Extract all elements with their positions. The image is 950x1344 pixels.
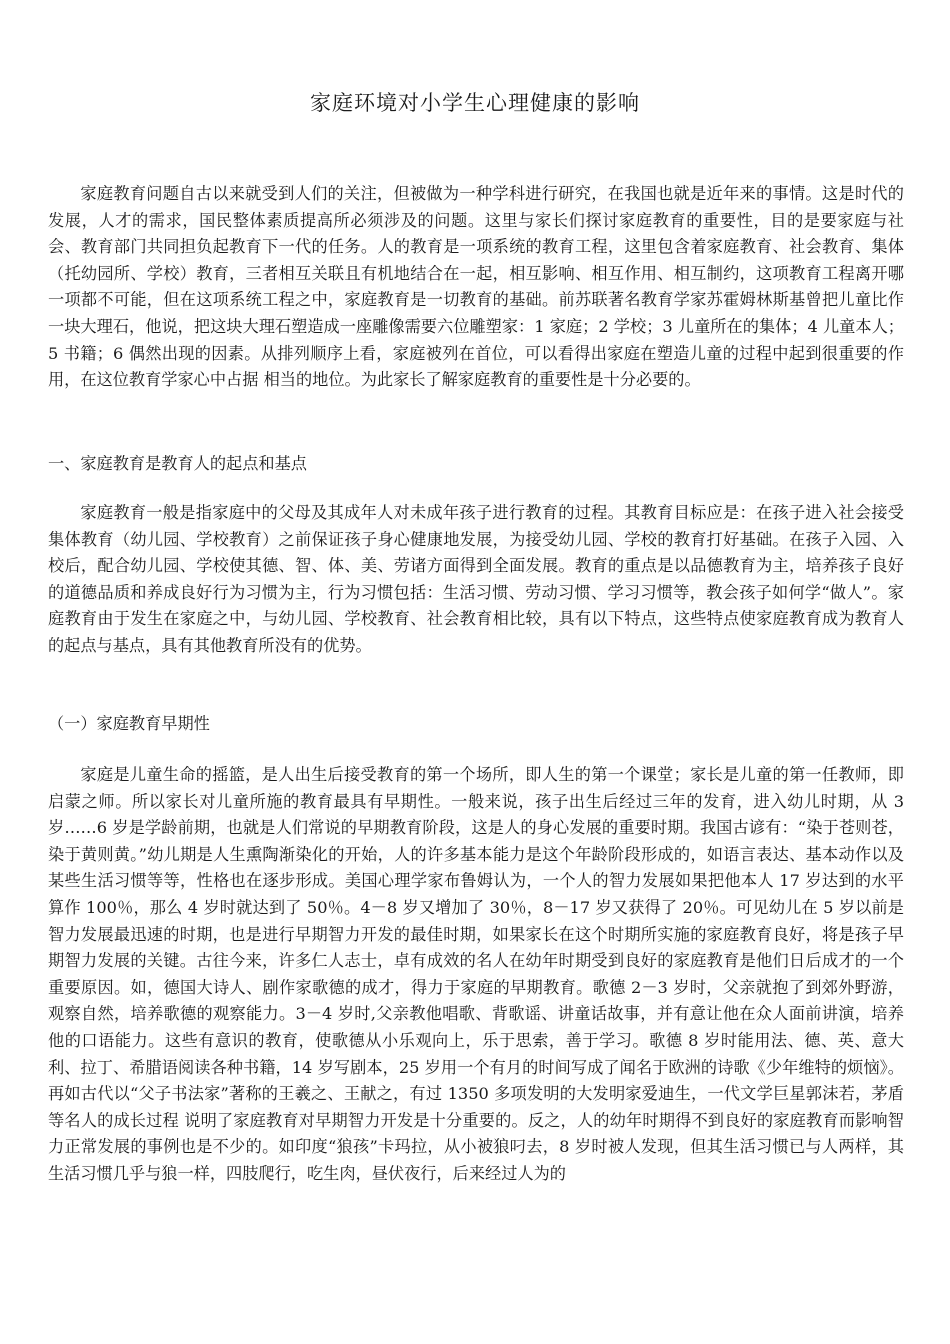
paragraph-intro: 家庭教育问题自古以来就受到人们的关注，但被做为一种学科进行研究，在我国也就是近年来的事情。这是时代的发展，人才的需求，国民整体素质提高所必须涉及的问题。这里与家长们探讨家庭教育的重要性，目的是要家庭与社会、教育部门共同担负起教育下一代的任务。人的教育是一项系统的教育工程，这里包含着家庭教育、社会教育、集体（托幼园所、学校）教育，三者相互关联且有机地结合在一起，相互影响、相互作用、相互制约，这项教育工程离开哪一项都不可能，但在这项系统工程之中，家庭教育是一切教育的基础。前苏联著名教育学家苏霍姆林斯基曾把儿童比作一块大理石，他说，把这块大理石塑造成一座雕像需要六位雕塑家：1 家庭；2 学校；3 儿童所在的集体；4 儿童本人；5 书籍；6 偶然出现的因素。从排列顺序上看，家庭被列在首位，可以看得出家庭在塑造儿童的过程中起到很重要的作用，在这位教育学家心中占据 相当的地位。为此家长了解家庭教育的重要性是十分必要的。 [48, 184, 904, 390]
section-heading-1: 一、家庭教育是教育人的起点和基点 [48, 454, 307, 473]
document-title: 家庭环境对小学生心理健康的影响 [310, 91, 640, 115]
subsection-heading-1: （一）家庭教育早期性 [48, 714, 210, 733]
paragraph-subsection-1: 家庭是儿童生命的摇篮，是人出生后接受教育的第一个场所，即人生的第一个课堂；家长是儿童的第一任教师，即启蒙之师。所以家长对儿童所施的教育最具有早期性。一般来说，孩子出生后经过三年的发育，进入幼儿时期，从 3 岁……6 岁是学龄前期，也就是人们常说的早期教育阶段，这是人的身心发展的重要时期。我国古谚有：“染于苍则苍，染于黄则黄。”幼儿期是人生熏陶渐染化的开始，人的许多基本能力是这个年龄阶段形成的，如语言表达、基本动作以及某些生活习惯等等，性格也在逐步形成。美国心理学家布鲁姆认为，一个人的智力发展如果把他本人 17 岁达到的水平算作 100％，那么 4 岁时就达到了 50％。4－8 岁又增加了 30％，8－17 岁又获得了 20％。可见幼儿在 5 岁以前是智力发展最迅速的时期，也是进行早期智力开发的最佳时期，如果家长在这个时期所实施的家庭教育良好，将是孩子早期智力发展的关键。古往今来，许多仁人志士，卓有成效的名人在幼年时期受到良好的家庭教育是他们日后成才的一个重要原因。如，德国大诗人、剧作家歌德的成才，得力于家庭的早期教育。歌德 2－3 岁时，父亲就抱了到郊外野游，观察自然，培养歌德的观察能力。3－4 岁时,父亲教他唱歌、背歌谣、讲童话故事，并有意让他在众人面前讲演，培养他的口语能力。这些有意识的教育，使歌德从小乐观向上，乐于思索，善于学习。歌德 8 岁时能用法、德、英、意大利、拉丁、希腊语阅读各种书籍，14 岁写剧本，25 岁用一个有月的时间写成了闻名于欧洲的诗歌《少年维特的烦恼》。再如古代以“父子书法家”著称的王羲之、王献之，有过 1350 多项发明的大发明家爱迪生，一代文学巨星郭沫若，茅盾等名人的成长过程 说明了家庭教育对早期智力开发是十分重要的。反之，人的幼年时期得不到良好的家庭教育而影响智力正常发展的事例也是不少的。如印度“狼孩”卡玛拉，从小被狼叼去，8 岁时被人发现，但其生活习惯已与人两样，其生活习惯几乎与狼一样，四肢爬行，吃生肉，昼伏夜行，后来经过人为的 [48, 765, 904, 1183]
paragraph-section-1: 家庭教育一般是指家庭中的父母及其成年人对未成年孩子进行教育的过程。其教育目标应是：在孩子进入社会接受集体教育（幼儿园、学校教育）之前保证孩子身心健康地发展，为接受幼儿园、学校的教育打好基础。在孩子入园、入校后，配合幼儿园、学校使其德、智、体、美、劳诸方面得到全面发展。教育的重点是以品德教育为主，培养孩子良好的道德品质和养成良好行为习惯为主，行为习惯包括：生活习惯、劳动习惯、学习习惯等，教会孩子如何学“做人”。家庭教育由于发生在家庭之中，与幼儿园、学校教育、社会教育相比较，具有以下特点，这些特点使家庭教育成为教育人的起点与基点，具有其他教育所没有的优势。 [48, 503, 904, 655]
